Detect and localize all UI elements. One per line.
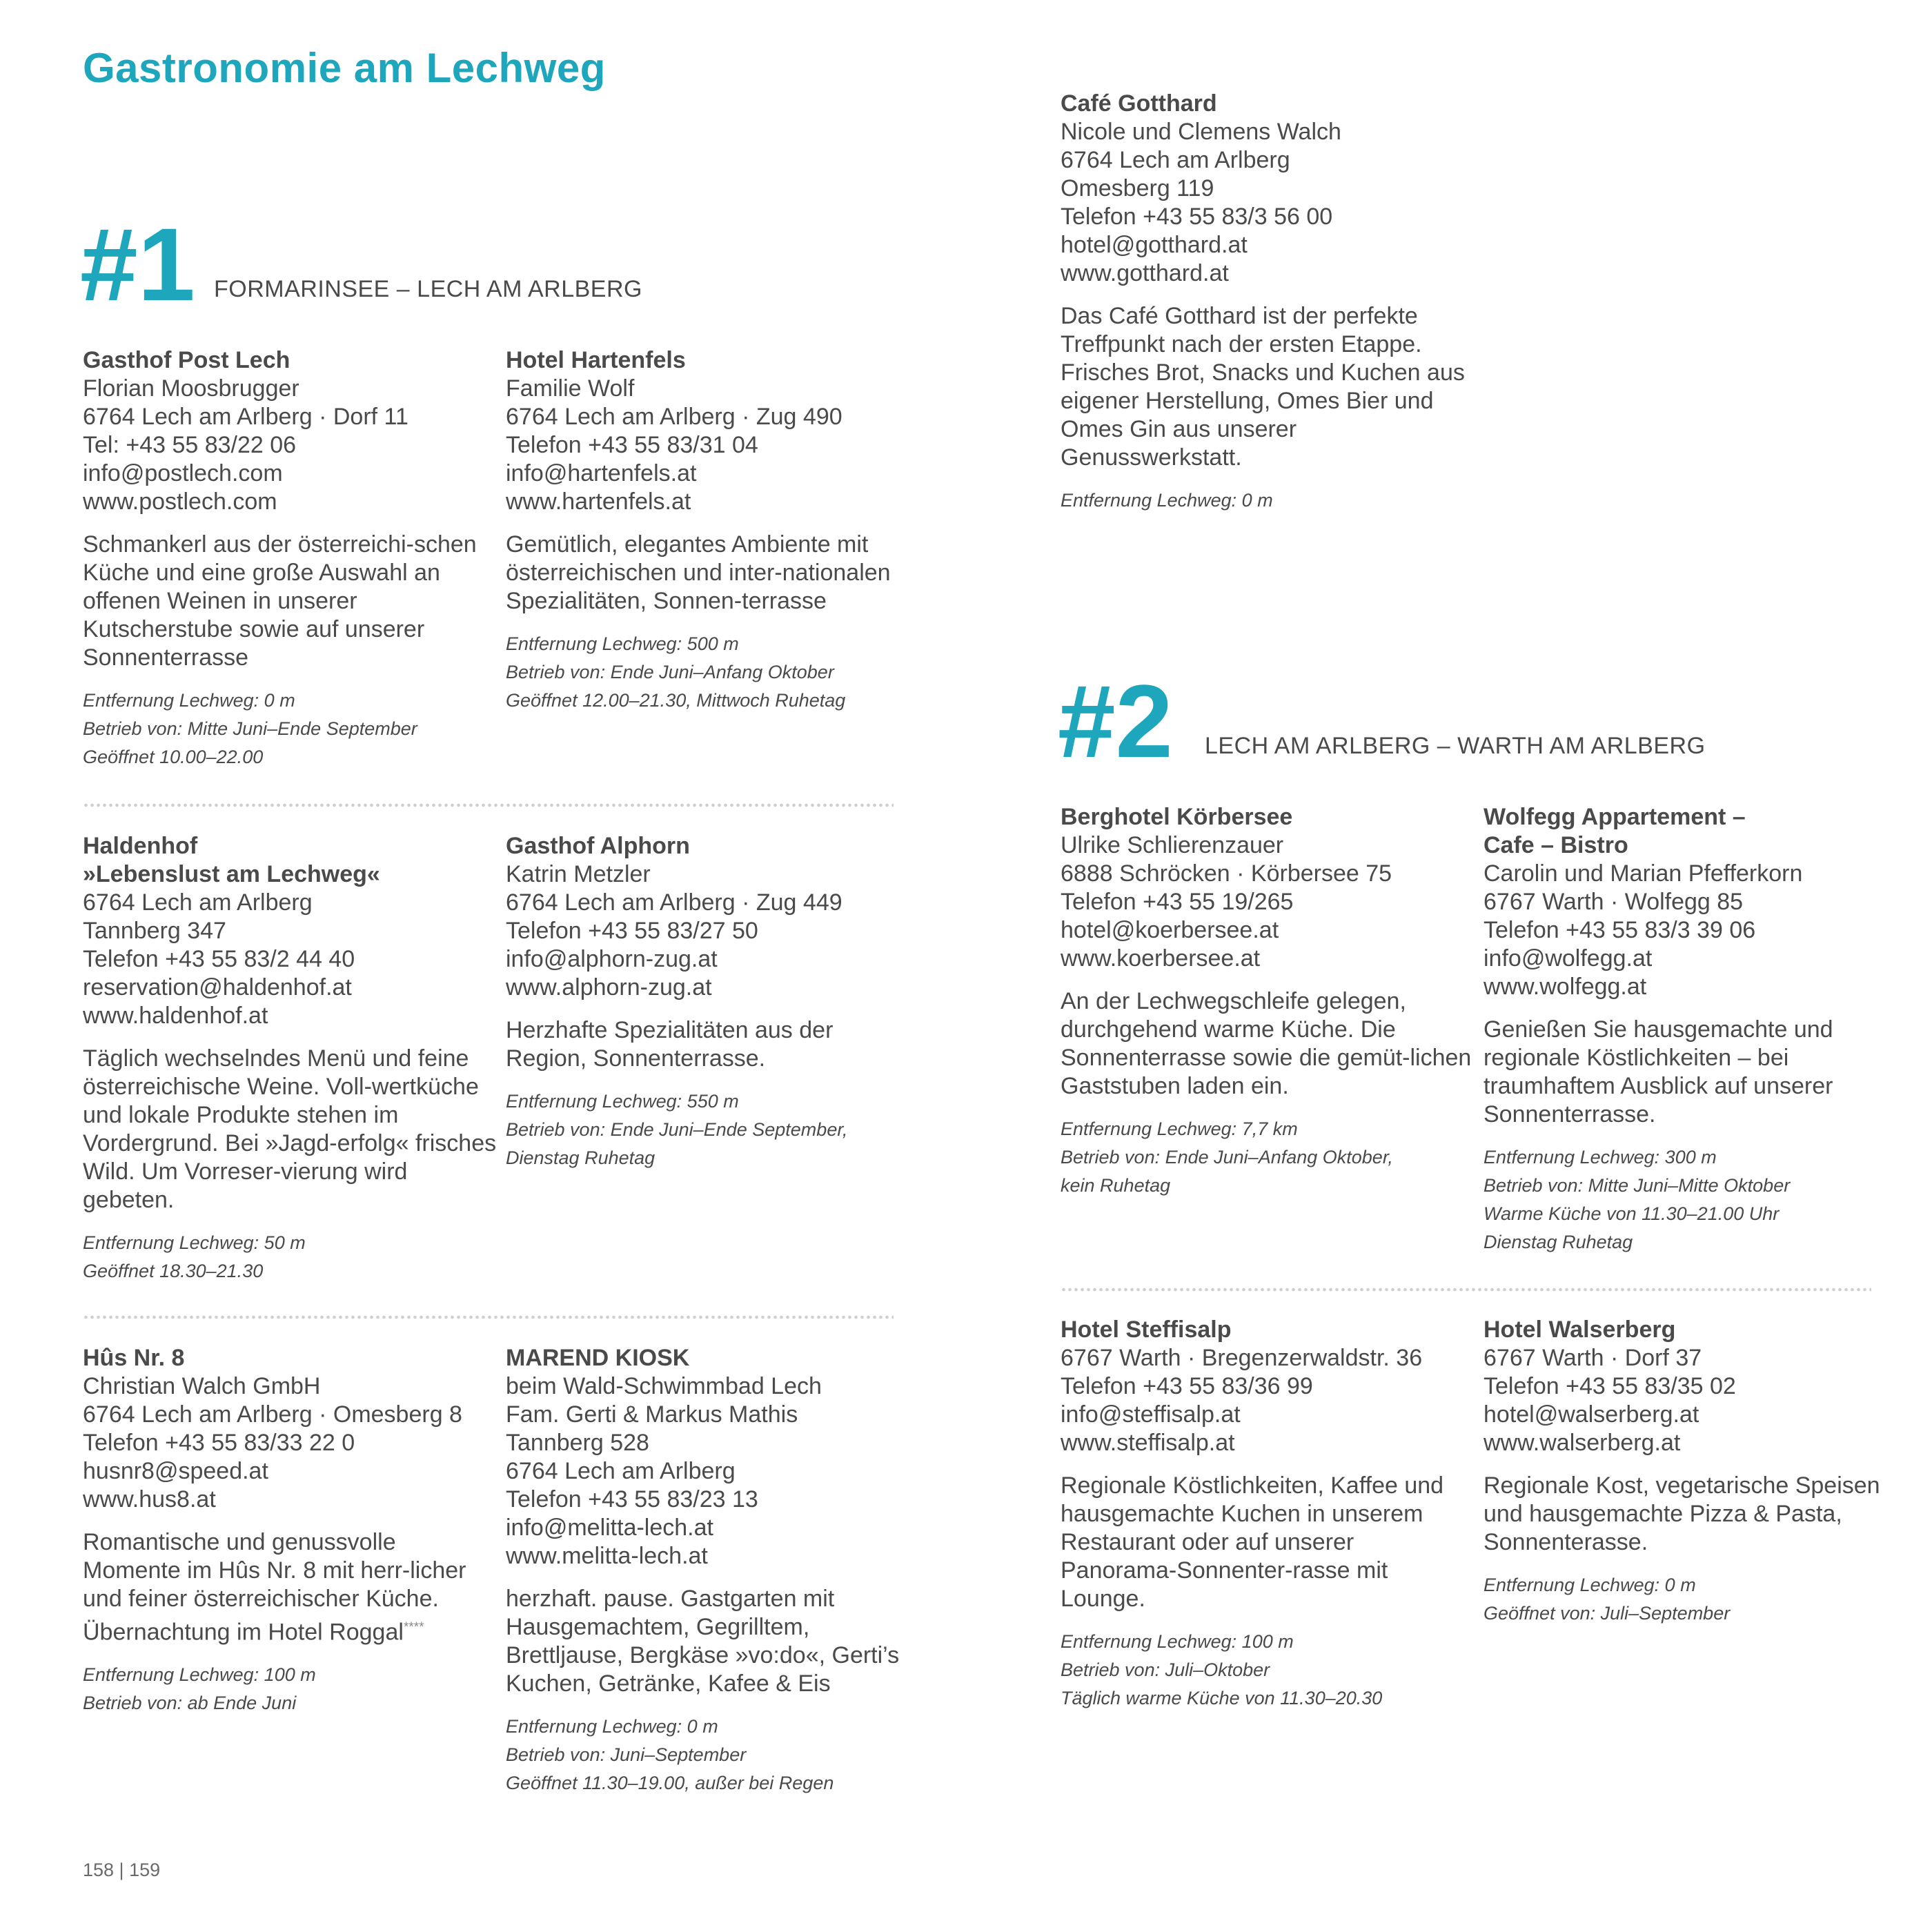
entry-meta <box>1061 1115 1475 1200</box>
entry-email[interactable]: info@postlech.com <box>83 460 283 486</box>
entry-hours: Warme Küche von 11.30–21.00 Uhr <box>1483 1203 1780 1224</box>
entry-address: 6764 Lech am Arlberg <box>506 1458 736 1484</box>
entry-description: Herzhafte Spezialitäten aus der Region, Sonnenterrasse. <box>506 1017 834 1072</box>
entry-name-subtitle: »Lebenslust am Lechweg« <box>83 861 380 887</box>
entry-hours: Geöffnet 12.00–21.30, Mittwoch Ruhetag <box>506 690 846 711</box>
entry-hours: Geöffnet 18.30–21.30 <box>83 1261 264 1281</box>
entry-name: Wolfegg Appartement – <box>1483 804 1746 830</box>
entry-contact: Fam. Gerti & Markus Mathis <box>506 1401 798 1428</box>
entry-phone: Telefon +43 55 83/3 56 00 <box>1061 204 1333 230</box>
entry-contact: Christian Walch GmbH <box>83 1373 321 1399</box>
section-1-number: #1 <box>80 206 195 322</box>
entry-wolfegg <box>1483 803 1897 1256</box>
divider <box>83 1314 894 1321</box>
entry-website[interactable]: www.melitta-lech.at <box>506 1543 708 1569</box>
entry-phone: Telefon +43 55 83/35 02 <box>1483 1373 1736 1399</box>
entry-address: 6764 Lech am Arlberg · Zug 490 <box>506 404 842 430</box>
entry-name: Gasthof Post Lech <box>83 347 290 373</box>
entry-website[interactable]: www.haldenhof.at <box>83 1003 268 1029</box>
entry-contact: Nicole und Clemens Walch <box>1061 119 1341 145</box>
entry-name-subtitle: Cafe – Bistro <box>1483 832 1628 858</box>
entry-season: Betrieb von: Mitte Juni–Ende September <box>83 718 417 739</box>
entry-distance: Entfernung Lechweg: 7,7 km <box>1061 1118 1298 1139</box>
entry-meta <box>506 1713 906 1797</box>
section-1-route: FORMARINSEE – LECH AM ARLBERG <box>214 276 642 302</box>
entry-name: Café Gotthard <box>1061 90 1217 117</box>
entry-marend-kiosk <box>506 1344 906 1797</box>
entry-haldenhof <box>83 832 497 1285</box>
entry-distance: Entfernung Lechweg: 0 m <box>506 1716 718 1737</box>
entry-address: 6767 Warth · Bregenzerwaldstr. 36 <box>1061 1345 1423 1371</box>
entry-contact: Familie Wolf <box>506 375 635 402</box>
entry-distance: Entfernung Lechweg: 500 m <box>506 633 739 654</box>
entry-email[interactable]: husnr8@speed.at <box>83 1458 268 1484</box>
entry-name: Gasthof Alphorn <box>506 833 690 859</box>
entry-season: Betrieb von: Ende Juni–Anfang Oktober <box>506 662 834 682</box>
entry-distance: Entfernung Lechweg: 100 m <box>1061 1631 1294 1652</box>
entry-description-text: Romantische und genussvolle Momente im Hûs Nr. 8 mit herr-licher und feiner österreichischer Küche. Übernachtung im Hotel Roggal <box>83 1529 466 1646</box>
page-number: 158 | 159 <box>83 1860 161 1880</box>
entry-meta <box>1061 1628 1475 1713</box>
divider <box>1061 1286 1871 1293</box>
entry-address: Tannberg 528 <box>506 1430 649 1456</box>
entry-email[interactable]: hotel@walserberg.at <box>1483 1401 1699 1428</box>
entry-phone: Telefon +43 55 83/2 44 40 <box>83 946 355 972</box>
entry-meta <box>506 630 906 715</box>
entry-address: 6764 Lech am Arlberg <box>83 889 313 916</box>
entry-meta <box>1483 1571 1897 1628</box>
entry-contact: Carolin und Marian Pfefferkorn <box>1483 860 1803 887</box>
entry-website[interactable]: www.walserberg.at <box>1483 1430 1681 1456</box>
section-2-route: LECH AM ARLBERG – WARTH AM ARLBERG <box>1205 733 1706 759</box>
entry-hours: Geöffnet 11.30–19.00, außer bei Regen <box>506 1773 834 1793</box>
entry-season: Betrieb von: Ende Juni–Ende September, <box>506 1119 848 1140</box>
entry-description: Genießen Sie hausgemachte und regionale Köstlichkeiten – bei traumhaftem Ausblick auf unserer Sonnenterrasse. <box>1483 1016 1833 1127</box>
entry-phone: Telefon +43 55 83/23 13 <box>506 1486 758 1512</box>
entry-gasthof-alphorn <box>506 832 906 1172</box>
entry-address: Tannberg 347 <box>83 918 226 944</box>
entry-distance: Entfernung Lechweg: 550 m <box>506 1091 739 1112</box>
entry-address: 6764 Lech am Arlberg · Dorf 11 <box>83 404 408 430</box>
entry-email[interactable]: info@steffisalp.at <box>1061 1401 1241 1428</box>
entry-meta <box>506 1087 906 1172</box>
entry-phone: Telefon +43 55 83/27 50 <box>506 918 758 944</box>
entry-website[interactable]: www.gotthard.at <box>1061 260 1229 286</box>
entry-distance: Entfernung Lechweg: 300 m <box>1483 1147 1717 1167</box>
entry-name: Hotel Hartenfels <box>506 347 686 373</box>
entry-website[interactable]: www.postlech.com <box>83 489 277 515</box>
entry-meta <box>83 687 497 771</box>
entry-phone: Tel: +43 55 83/22 06 <box>83 432 297 458</box>
entry-email[interactable]: info@wolfegg.at <box>1483 945 1653 972</box>
entry-contact: Ulrike Schlierenzauer <box>1061 832 1284 858</box>
entry-distance: Entfernung Lechweg: 0 m <box>1483 1575 1696 1595</box>
entry-season: Betrieb von: Juli–Oktober <box>1061 1659 1270 1680</box>
entry-address: 6767 Warth · Wolfegg 85 <box>1483 889 1744 915</box>
entry-hours: Täglich warme Küche von 11.30–20.30 <box>1061 1688 1383 1708</box>
entry-address: 6767 Warth · Dorf 37 <box>1483 1345 1702 1371</box>
entry-phone: Telefon +43 55 19/265 <box>1061 889 1294 915</box>
entry-season: Betrieb von: Mitte Juni–Mitte Oktober <box>1483 1175 1791 1196</box>
entry-website[interactable]: www.hartenfels.at <box>506 489 691 515</box>
entry-address: 6764 Lech am Arlberg · Omesberg 8 <box>83 1401 462 1428</box>
entry-meta <box>83 1229 497 1285</box>
entry-season: Betrieb von: Ende Juni–Anfang Oktober, <box>1061 1147 1393 1167</box>
entry-email[interactable]: info@alphorn-zug.at <box>506 946 718 972</box>
entry-distance: Entfernung Lechweg: 50 m <box>83 1232 306 1253</box>
section-2-number: #2 <box>1058 663 1173 779</box>
entry-email[interactable]: info@melitta-lech.at <box>506 1515 713 1541</box>
entry-location: beim Wald-Schwimmbad Lech <box>506 1373 822 1399</box>
entry-description: Täglich wechselndes Menü und feine österreichische Weine. Voll-wertküche und lokale Produkte stehen im Vordergrund. Bei »Jagd-erfolg« frisches Wild. Um Vorreser-vierung wird gebeten. <box>83 1045 497 1213</box>
entry-season: Betrieb von: ab Ende Juni <box>83 1693 297 1714</box>
entry-hotel-steffisalp <box>1061 1316 1475 1713</box>
entry-address: 6764 Lech am Arlberg <box>1061 147 1290 173</box>
entry-website[interactable]: www.hus8.at <box>83 1486 216 1512</box>
entry-phone: Telefon +43 55 83/3 39 06 <box>1483 917 1756 943</box>
entry-hotel-hartenfels <box>506 346 906 715</box>
entry-website[interactable]: www.wolfegg.at <box>1483 974 1647 1000</box>
entry-email[interactable]: info@hartenfels.at <box>506 460 697 486</box>
entry-description <box>83 1528 497 1646</box>
entry-cafe-gotthard <box>1061 90 1475 515</box>
entry-address: Omesberg 119 <box>1061 175 1214 201</box>
entry-email[interactable]: hotel@gotthard.at <box>1061 232 1248 258</box>
entry-address: 6764 Lech am Arlberg · Zug 449 <box>506 889 842 916</box>
entry-contact: Katrin Metzler <box>506 861 651 887</box>
entry-description: Regionale Köstlichkeiten, Kaffee und hausgemachte Kuchen in unserem Restaurant oder auf unserer Panorama-Sonnenter-rasse mit Lounge. <box>1061 1472 1444 1612</box>
entry-closed-day: Dienstag Ruhetag <box>1483 1232 1633 1252</box>
divider <box>83 802 894 809</box>
entry-name: Hotel Walserberg <box>1483 1317 1676 1343</box>
entry-distance: Entfernung Lechweg: 0 m <box>83 690 295 711</box>
entry-name: Hotel Steffisalp <box>1061 1317 1232 1343</box>
entry-name: Hûs Nr. 8 <box>83 1345 185 1371</box>
entry-hours: Dienstag Ruhetag <box>506 1147 656 1168</box>
entry-season: Betrieb von: Juni–September <box>506 1744 747 1765</box>
entry-distance: Entfernung Lechweg: 100 m <box>83 1664 316 1686</box>
entry-phone: Telefon +43 55 83/31 04 <box>506 432 758 458</box>
entry-description: Schmankerl aus der österreichi-schen Küche und eine große Auswahl an offenen Weinen in unserer Kutscherstube sowie auf unserer Sonnenterrasse <box>83 531 477 671</box>
entry-season: Geöffnet von: Juli–September <box>1483 1603 1731 1624</box>
entry-name: MAREND KIOSK <box>506 1345 690 1371</box>
entry-description: herzhaft. pause. Gastgarten mit Hausgemachtem, Gegrilltem, Brettljause, Bergkäse »vo:do«, Gerti’s Kuchen, Getränke, Kafee & Eis <box>506 1586 900 1697</box>
entry-distance: Entfernung Lechweg: 0 m <box>1061 490 1273 511</box>
entry-gasthof-post-lech <box>83 346 497 771</box>
entry-hotel-walserberg <box>1483 1316 1897 1628</box>
entry-description: An der Lechwegschleife gelegen, durchgehend warme Küche. Die Sonnenterrasse sowie die gemüt-lichen Gaststuben laden ein. <box>1061 988 1472 1099</box>
entry-phone: Telefon +43 55 83/36 99 <box>1061 1373 1313 1399</box>
entry-description: Das Café Gotthard ist der perfekte Treffpunkt nach der ersten Etappe. Frisches Brot, Snacks und Kuchen aus eigener Herstellung, Omes Bier und Omes Gin aus unserer Genusswerkstatt. <box>1061 303 1465 471</box>
entry-description: Gemütlich, elegantes Ambiente mit österreichischen und inter-nationalen Spezialitäten, Sonnen-terrasse <box>506 531 891 614</box>
entry-name: Berghotel Körbersee <box>1061 804 1293 830</box>
entry-contact: Florian Moosbrugger <box>83 375 299 402</box>
entry-address: 6888 Schröcken · Körbersee 75 <box>1061 860 1392 887</box>
hotel-stars: **** <box>403 1620 424 1635</box>
entry-website[interactable]: www.steffisalp.at <box>1061 1430 1235 1456</box>
entry-name: Haldenhof <box>83 833 198 859</box>
entry-phone: Telefon +43 55 83/33 22 0 <box>83 1430 355 1456</box>
entry-hus-nr-8 <box>83 1344 497 1717</box>
entry-email[interactable]: reservation@haldenhof.at <box>83 974 352 1000</box>
entry-website[interactable]: www.koerbersee.at <box>1061 945 1261 972</box>
entry-meta <box>1061 486 1475 515</box>
entry-website[interactable]: www.alphorn-zug.at <box>506 974 712 1000</box>
entry-hours: kein Ruhetag <box>1061 1175 1171 1196</box>
entry-meta <box>83 1661 497 1717</box>
entry-hours: Geöffnet 10.00–22.00 <box>83 747 264 767</box>
entry-email[interactable]: hotel@koerbersee.at <box>1061 917 1279 943</box>
entry-meta <box>1483 1143 1897 1256</box>
page-title: Gastronomie am Lechweg <box>83 45 606 91</box>
entry-description: Regionale Kost, vegetarische Speisen und hausgemachte Pizza & Pasta, Sonnenterasse. <box>1483 1472 1880 1555</box>
entry-berghotel-koerbersee <box>1061 803 1475 1200</box>
